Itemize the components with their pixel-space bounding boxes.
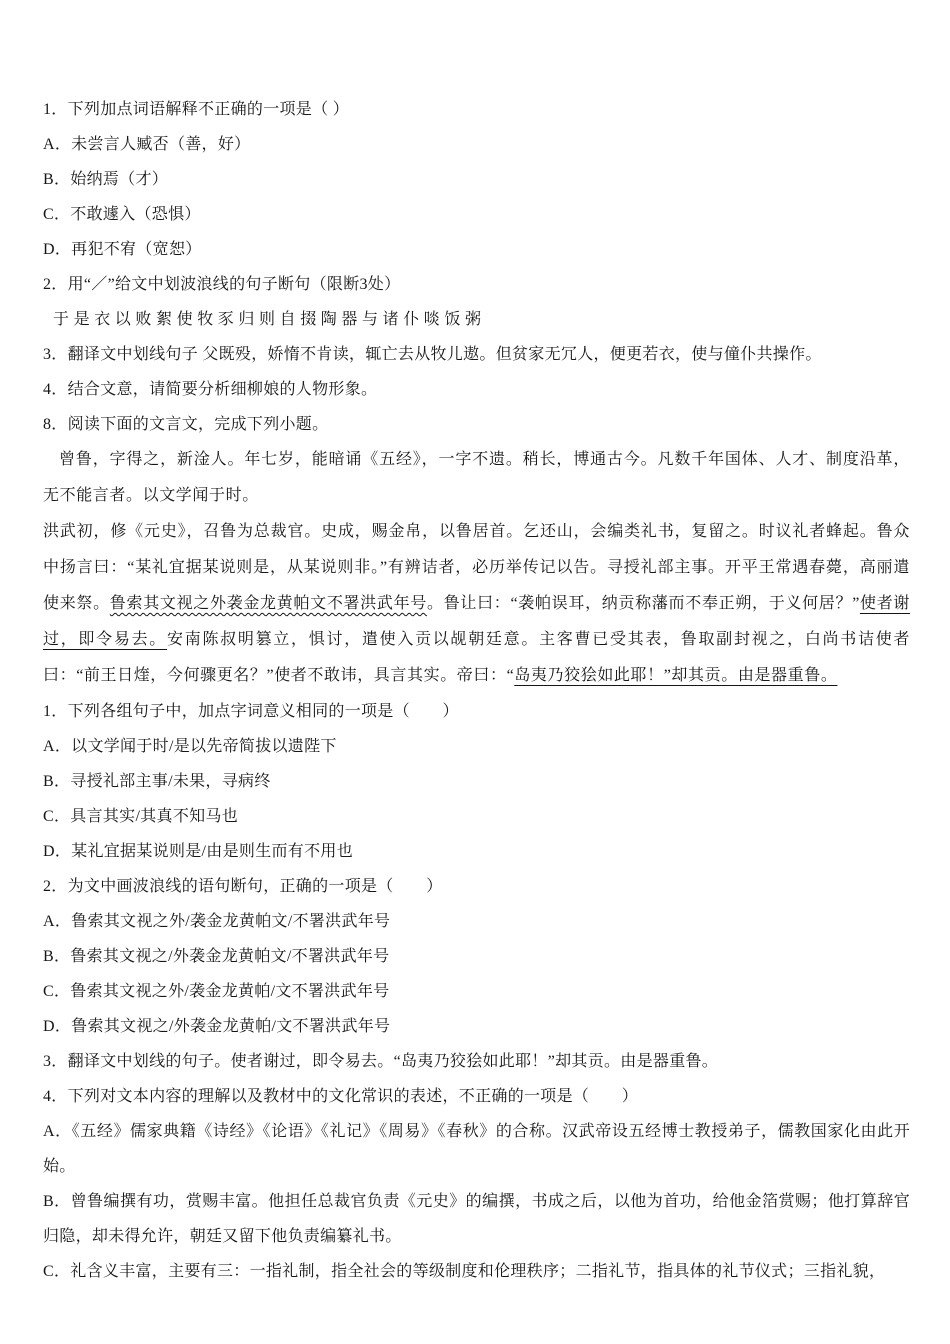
part2-q2-option-d: D．鲁索其文视之/外袭金龙黄帕/文不署洪武年号 xyxy=(43,1018,391,1035)
part1-q3-stem: 3．翻译文中划线句子 父既殁，娇惰不肯读，辄亡去从牧儿遨。但贫家无冗人，便更若衣，使与僮仆共操作。 xyxy=(43,346,822,363)
passage-paragraph-1: 曾鲁，字得之，新淦人。年七岁，能暗诵《五经》，一字不遗。稍长，博通古今。凡数千年国体、人才、制度沿革，无不能言者。以文学闻于时。 xyxy=(43,451,910,504)
document-content xyxy=(43,92,910,1289)
part1-q1-option-c: C．不敢遽入（恐惧） xyxy=(43,206,201,223)
part2-q3-stem: 3．翻译文中划线的句子。使者谢过，即令易去。“岛夷乃狡狯如此耶！”却其贡。由是器重鲁。 xyxy=(43,1053,719,1070)
part1-q2-sentence-to-punctuate: 于 是 衣 以 败 絮 使 牧 豕 归 则 自 掇 陶 器 与 诸 仆 啖 饭 粥 xyxy=(53,311,482,328)
part2-q2-option-a: A．鲁索其文视之外/袭金龙黄帕文/不署洪武年号 xyxy=(43,913,391,930)
passage-plain-text: 洪武初，修《元史》，召鲁为总裁官。史成，赐金帛，以鲁居首。乞还山，会编类礼书，复留之。时议礼者蜂起。鲁众中扬言曰：“某礼宜据某说则是，从某说则非。”有辨诘者，必历举传记以告。寻授礼部主事。开平王常遇春薨，高丽遣使来祭。 xyxy=(43,523,910,612)
part2-q2-stem: 2．为文中画波浪线的语句断句，正确的一项是（ ） xyxy=(43,878,443,895)
part2-q1-option-b: B．寻授礼部主事/未果，寻病终 xyxy=(43,773,271,790)
part2-q1-option-a: A．以文学闻于时/是以先帝简拔以遗陛下 xyxy=(43,738,337,755)
part2-q1-option-c: C．具言其实/其真不知马也 xyxy=(43,808,239,825)
part2-q1-option-d: D．某礼宜据某说则是/由是则生而有不用也 xyxy=(43,843,354,860)
passage-paragraph-2 xyxy=(43,514,910,694)
part2-q4-option-c: C．礼含义丰富，主要有三：一指礼制，指全社会的等级制度和伦理秩序；二指礼节，指具体的礼节仪式；三指礼貌， xyxy=(43,1263,886,1280)
part2-q4-stem: 4．下列对文本内容的理解以及教材中的文化常识的表述，不正确的一项是（ ） xyxy=(43,1088,639,1105)
passage-underlined-text: 使者谢过，即令易去。 xyxy=(43,595,910,648)
part2-q2-option-b: B．鲁索其文视之/外袭金龙黄帕文/不署洪武年号 xyxy=(43,948,390,965)
part2-intro: 8．阅读下面的文言文，完成下列小题。 xyxy=(43,416,329,433)
part1-q1-option-d: D．再犯不宥（宽恕） xyxy=(43,241,202,258)
part2-q4-option-a: A．《五经》儒家典籍《诗经》《论语》《礼记》《周易》《春秋》的合称。汉武帝设五经博士教授弟子，儒教国家化由此开始。 xyxy=(43,1123,910,1175)
part1-q1-option-a: A．未尝言人臧否（善，好） xyxy=(43,136,251,153)
part2-q1-stem: 1．下列各组句子中，加点字词意义相同的一项是（ ） xyxy=(43,703,459,720)
part2-q4-option-b: B．曾鲁编撰有功，赏赐丰富。他担任总裁官负责《元史》的编撰，书成之后，以他为首功，给他金箔赏赐；他打算辞官归隐，却未得允许，朝廷又留下他负责编纂礼书。 xyxy=(43,1193,910,1245)
passage-plain-text: 安南陈叔明篡立，惧讨，遣使入贡以觇朝廷意。主客曹已受其表，鲁取副封视之，白尚书诘使者曰：“前王日煃，今何骤更名？”使者不敢讳，具言其实。帝曰：“ xyxy=(43,631,911,684)
part1-q1-option-b: B．始纳焉（才） xyxy=(43,171,169,188)
part2-q2-option-c: C．鲁索其文视之外/袭金龙黄帕/文不署洪武年号 xyxy=(43,983,390,1000)
passage-underlined-text: 岛夷乃狡狯如此耶！”却其贡。由是器重鲁。 xyxy=(514,667,838,684)
part1-q4-stem: 4．结合文意，请简要分析细柳娘的人物形象。 xyxy=(43,381,378,398)
passage-wavy-underlined-text: 鲁索其文视之外袭金龙黄帕文不署洪武年号 xyxy=(109,595,428,612)
part1-q1-stem: 1．下列加点词语解释不正确的一项是（ ） xyxy=(43,101,350,118)
part1-q2-stem: 2．用“／”给文中划波浪线的句子断句（限断3处） xyxy=(43,276,401,293)
passage-plain-text: 。鲁让曰：“袭帕误耳，纳贡称藩而不奉正朔，于义何居？” xyxy=(427,595,860,612)
